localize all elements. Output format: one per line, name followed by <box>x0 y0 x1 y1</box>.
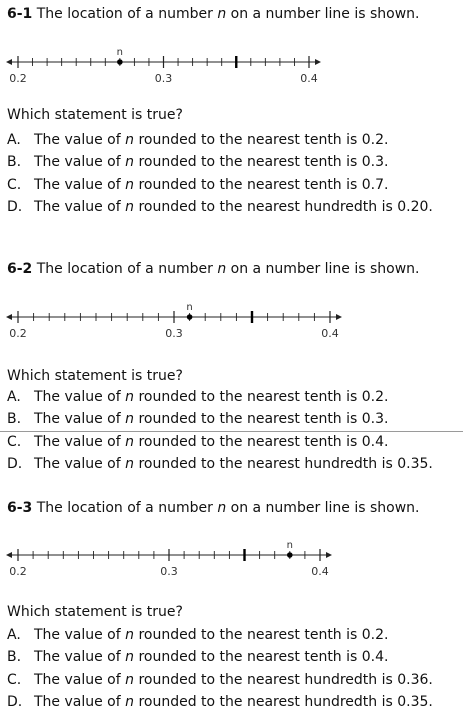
option-text-post: rounded to the nearest tenth is 0.3. <box>134 154 389 171</box>
option-variable: n <box>125 132 134 148</box>
option-text-post: rounded to the nearest hundredth is 0.35. <box>134 455 433 472</box>
question-text: Which statement is true? <box>7 604 183 620</box>
option-text-pre: The value of <box>34 671 126 688</box>
option-variable: n <box>125 389 134 405</box>
problem-id: 6-1 <box>7 6 33 22</box>
option-text-post: rounded to the nearest tenth is 0.2. <box>134 132 389 148</box>
option-variable: n <box>125 154 134 171</box>
option-b[interactable] <box>7 646 433 668</box>
point-n <box>287 552 293 558</box>
problem-id: 6-3 <box>7 500 33 516</box>
option-text-pre: The value of <box>34 433 126 450</box>
option-text-pre: The value of <box>34 627 126 643</box>
option-letter: C. <box>7 671 22 688</box>
option-variable: n <box>125 649 134 666</box>
option-text-pre: The value of <box>34 693 126 710</box>
tick-label: 0.4 <box>311 565 329 578</box>
point-label: n <box>116 47 124 58</box>
problem-heading <box>7 500 420 516</box>
option-letter: D. <box>7 198 23 215</box>
heading-text-post: on a number line is shown. <box>226 261 420 277</box>
option-text-post: rounded to the nearest tenth is 0.3. <box>134 411 389 428</box>
option-text-post: rounded to the nearest tenth is 0.2. <box>134 389 389 405</box>
option-text-pre: The value of <box>34 411 126 428</box>
option-text-post: rounded to the nearest hundredth is 0.35. <box>134 693 433 710</box>
option-letter: B. <box>7 411 22 428</box>
right-arrow-icon <box>326 552 332 558</box>
option-letter: C. <box>7 176 22 193</box>
option-text-post: rounded to the nearest hundredth is 0.36. <box>134 671 433 688</box>
option-letter: D. <box>7 455 23 472</box>
question-text: Which statement is true? <box>7 107 183 123</box>
option-variable: n <box>125 411 134 428</box>
heading-variable: n <box>217 500 227 516</box>
option-variable: n <box>125 627 134 643</box>
heading-text-post: on a number line is shown. <box>226 500 420 516</box>
heading-variable: n <box>217 6 227 22</box>
option-text-pre: The value of <box>34 132 126 148</box>
option-text-post: rounded to the nearest tenth is 0.7. <box>134 176 389 193</box>
tick-label: 0.4 <box>321 327 339 340</box>
option-d[interactable] <box>7 691 433 713</box>
option-variable: n <box>125 693 134 710</box>
answer-options <box>7 624 433 713</box>
point-label: n <box>286 540 293 551</box>
option-text-pre: The value of <box>34 649 126 666</box>
heading-text-post: on a number line is shown. <box>226 6 420 22</box>
left-arrow-icon <box>6 552 12 558</box>
option-letter: C. <box>7 433 22 450</box>
tick-label: 0.4 <box>300 72 318 85</box>
question-text: Which statement is true? <box>7 368 183 384</box>
number-line <box>0 537 463 581</box>
option-text-pre: The value of <box>34 198 126 215</box>
option-a[interactable] <box>7 624 433 646</box>
option-text-post: rounded to the nearest tenth is 0.4. <box>134 433 389 450</box>
option-text-pre: The value of <box>34 154 126 171</box>
option-variable: n <box>125 433 134 450</box>
option-text-post: rounded to the nearest tenth is 0.2. <box>134 627 389 643</box>
tick-label: 0.3 <box>160 565 178 578</box>
option-text-pre: The value of <box>34 389 126 405</box>
option-letter: D. <box>7 693 23 710</box>
option-letter: A. <box>7 132 21 148</box>
heading-text-pre: The location of a number <box>32 261 218 277</box>
option-letter: B. <box>7 154 22 171</box>
option-variable: n <box>125 455 134 472</box>
tick-label: 0.2 <box>9 565 27 578</box>
option-text-pre: The value of <box>34 455 126 472</box>
option-letter: A. <box>7 627 21 643</box>
tick-label: 0.3 <box>154 72 173 85</box>
tick-label: 0.2 <box>9 72 27 85</box>
heading-text-pre: The location of a number <box>32 500 218 516</box>
heading-variable: n <box>217 261 227 277</box>
option-letter: B. <box>7 649 22 666</box>
problem-id: 6-2 <box>7 261 33 277</box>
tick-label: 0.2 <box>9 327 27 340</box>
option-letter: A. <box>7 389 21 405</box>
option-text-post: rounded to the nearest tenth is 0.4. <box>134 649 389 666</box>
option-variable: n <box>125 198 134 215</box>
heading-text-pre: The location of a number <box>32 6 218 22</box>
option-text-pre: The value of <box>34 176 126 193</box>
point-label: n <box>186 302 193 313</box>
option-variable: n <box>125 176 134 193</box>
option-variable: n <box>125 671 134 688</box>
tick-label: 0.3 <box>165 327 183 340</box>
option-text-post: rounded to the nearest hundredth is 0.20. <box>134 198 433 215</box>
option-c[interactable] <box>7 669 433 691</box>
